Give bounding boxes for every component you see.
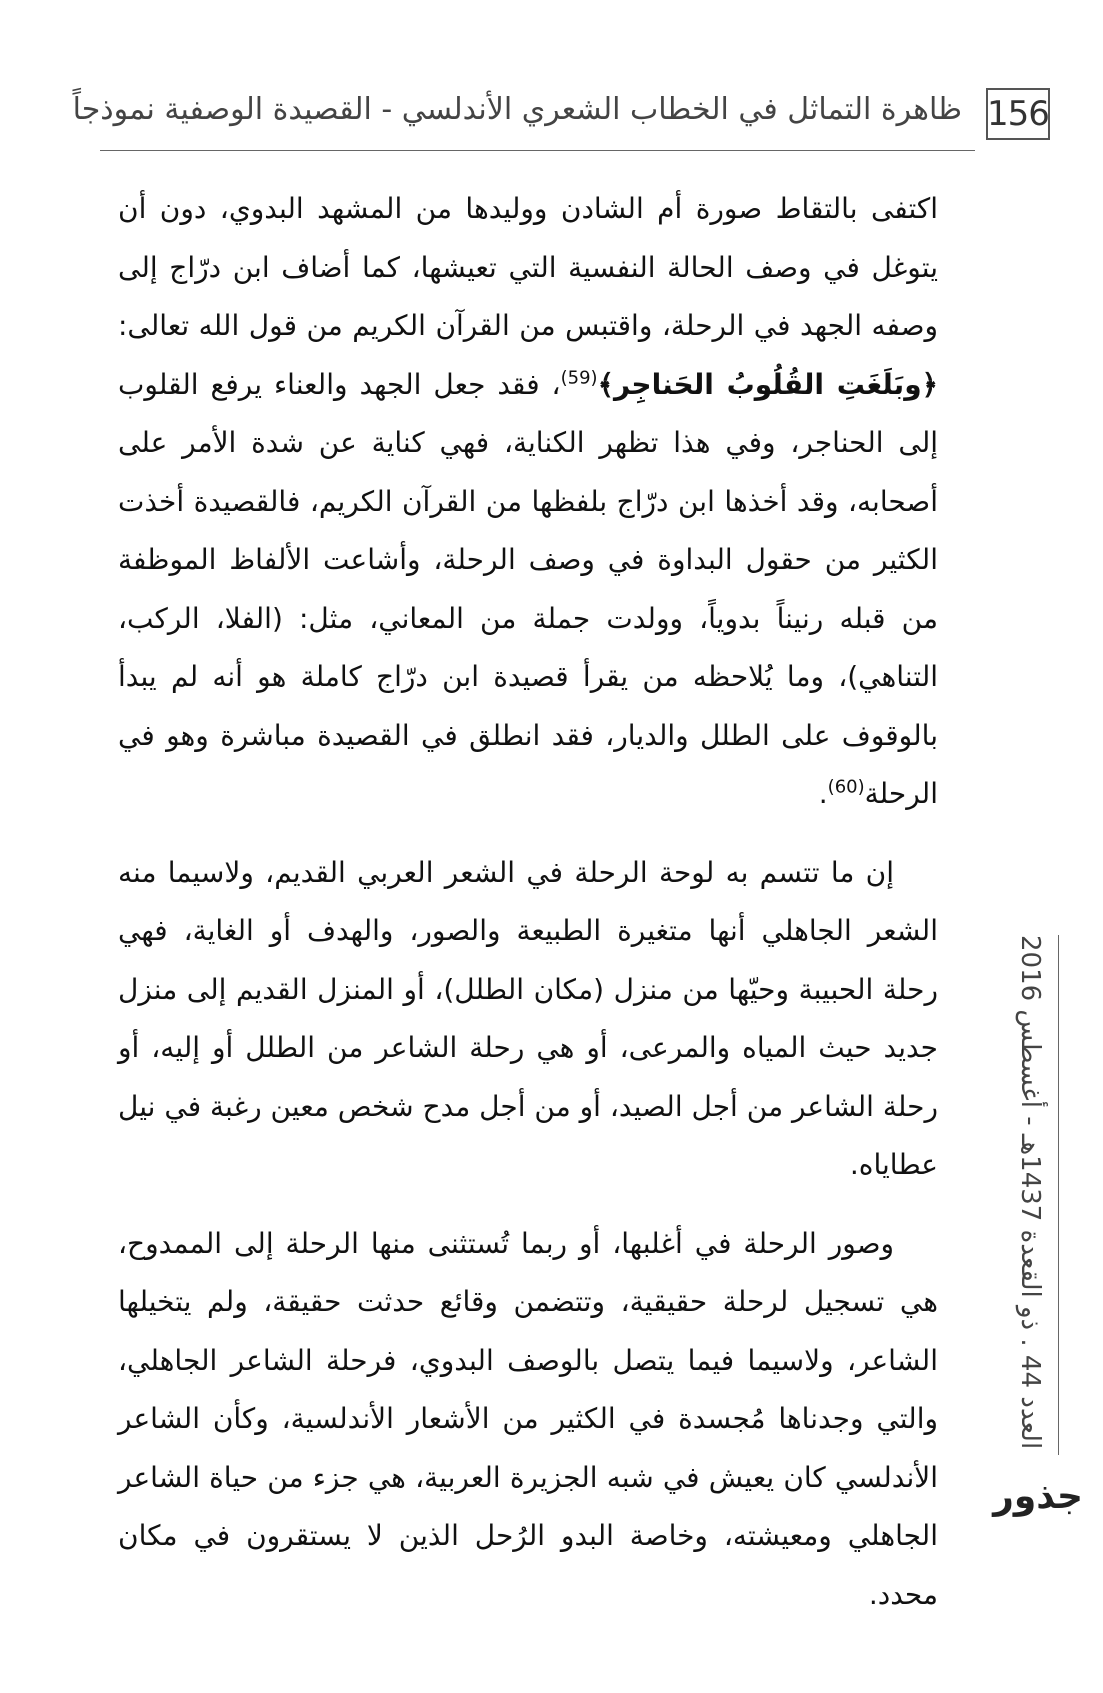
page-header <box>72 82 1050 148</box>
side-divider <box>1058 935 1059 1455</box>
footnote-ref-60[interactable]: (60) <box>827 776 865 798</box>
quran-quote: ﴿وبَلَغَتِ القُلُوبُ الحَناجِر﴾ <box>597 367 939 401</box>
running-title: ظاهرة التماثل في الخطاب الشعري الأندلسي - القصيدة الوصفية نموذجاً <box>72 92 962 127</box>
header-divider <box>100 150 975 151</box>
paragraph-1-text-b: ، فقد جعل الجهد والعناء يرفع القلوب إلى الحناجر، وفي هذا تظهر الكناية، فهي كناية عن شدة الأمر على أصحابه، وقد أخذها ابن درّاج بلفظها من القرآن الكريم، فالقصيدة أخذت الكثير من حقول البداوة في وصف الرحلة، وأشاعت الألفاظ الموظفة من قبله رنيناً بدوياً، وولدت جملة من المعاني، مثل: (الفلا، الركب، التناهي)، وما يُلاحظه من يقرأ قصيدة ابن درّاج كاملة هو أنه لم يبدأ بالوقوف على الطلل والديار، فقد انطلق في القصيدة مباشرة وهو في الرحلة <box>118 367 938 810</box>
side-footer <box>1000 935 1060 1450</box>
article-body <box>118 180 938 1644</box>
issue-info: العدد 44 . ذو القعدة 1437هـ - أغسطس 2016 <box>1015 935 1045 1450</box>
paragraph-3: وصور الرحلة في أغلبها، أو ربما تُستثنى منها الرحلة إلى الممدوح، هي تسجيل لرحلة حقيقية، وتتضمن وقائع حدثت حقيقة، ولم يتخيلها الشاعر، ولاسيما فيما يتصل بالوصف البدوي، فرحلة الشاعر الجاهلي، والتي وجدناها مُجسدة في الكثير من الأشعار الأندلسية، وكأن الشاعر الأندلسي كان يعيش في شبه الجزيرة العربية، هي جزء من حياة الشاعر الجاهلي ومعيشته، وخاصة البدو الرُحل الذين لا يستقرون في مكان محدد. <box>118 1226 938 1611</box>
page-number: 156 <box>986 88 1050 140</box>
footnote-ref-59[interactable]: (59) <box>560 367 598 389</box>
paragraph-2: إن ما تتسم به لوحة الرحلة في الشعر العربي القديم، ولاسيما منه الشعر الجاهلي أنها متغيرة الطبيعة والصور، والهدف أو الغاية، فهي رحلة الحبيبة وحيّها من منزل (مكان الطلل)، أو المنزل القديم إلى منزل جديد حيث المياه والمرعى، أو هي رحلة الشاعر من الطلل أو إليه، أو رحلة الشاعر من أجل الصيد، أو من أجل مدح شخص معين رغبة في نيل عطاياه. <box>118 855 938 1181</box>
paragraph-1-end: . <box>818 777 828 810</box>
paragraph-1 <box>118 180 938 824</box>
journal-logo: جذور <box>993 1476 1083 1517</box>
paragraph-1-text-a: اكتفى بالتقاط صورة أم الشادن ووليدها من المشهد البدوي، دون أن يتوغل في وصف الحالة النفسية التي تعيشها، كما أضاف ابن درّاج إلى وصفه الجهد في الرحلة، واقتبس من القرآن الكريم من قول الله تعالى: <box>118 192 938 342</box>
